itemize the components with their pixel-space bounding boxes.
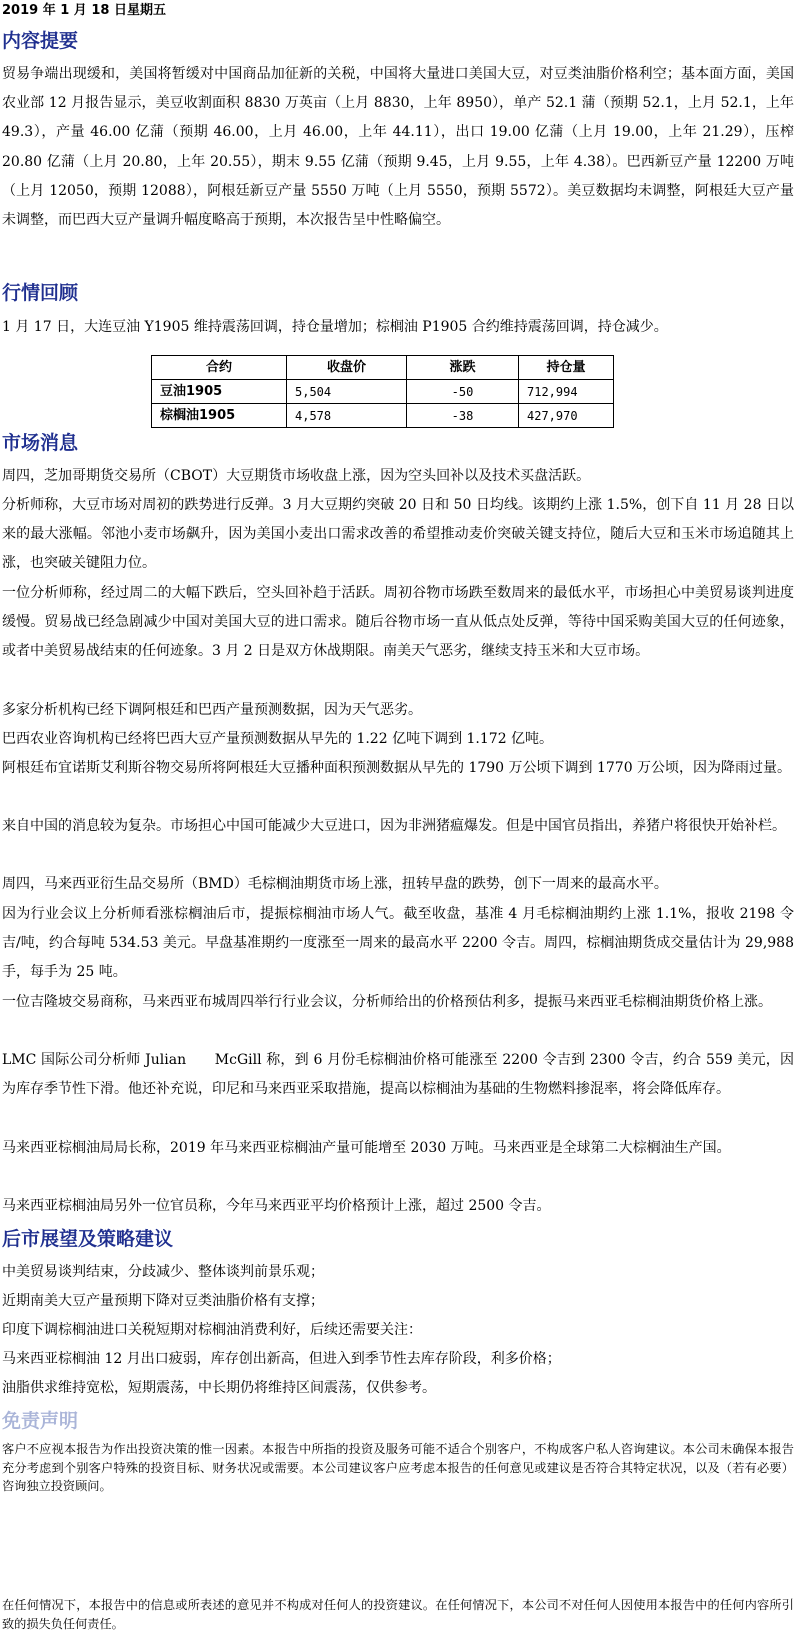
quote-header-close: 收盘价 xyxy=(287,356,407,380)
news-paragraph: LMC 国际公司分析师 Julian McGill 称，到 6 月份毛棕榈油价格可能涨至 2200 令吉到 2300 令吉，约合 559 美元，因为库存季节性下滑。他还补充说，印尼和马来西亚采取措施，提高以棕榈油为基础的生物燃料掺混率，将会降低库存。 xyxy=(2,1052,794,1098)
quote-cell-close: 5,504 xyxy=(287,380,407,404)
table-row xyxy=(152,380,614,404)
table-row xyxy=(152,404,614,428)
quote-cell-open-interest: 712,994 xyxy=(519,380,614,404)
news-paragraph: 多家分析机构已经下调阿根廷和巴西产量预测数据，因为天气恶劣。 xyxy=(2,702,422,718)
quote-table-header-row xyxy=(152,356,614,380)
outlook-item: 印度下调棕榈油进口关税短期对棕榈油消费利好，后续还需要关注： xyxy=(2,1322,422,1338)
news-paragraph: 来自中国的消息较为复杂。市场担心中国可能减少大豆进口，因为非洲猪瘟爆发。但是中国官员指出，养猪户将很快开始补栏。 xyxy=(2,818,786,834)
outlook-item: 马来西亚棕榈油 12 月出口疲弱，库存创出新高，但进入到季节性去库存阶段，利多价格； xyxy=(2,1351,561,1367)
outlook-item: 近期南美大豆产量预期下降对豆类油脂价格有支撑； xyxy=(2,1293,324,1309)
news-paragraph: 马来西亚棕榈油局另外一位官员称，今年马来西亚平均价格预计上涨，超过 2500 令吉。 xyxy=(2,1198,551,1214)
quote-cell-change: -50 xyxy=(407,380,519,404)
quote-table xyxy=(151,355,614,428)
disclaimer-heading: 免责声明 xyxy=(2,1410,79,1432)
disclaimer-paragraph: 在任何情况下，本报告中的信息或所表述的意见并不构成对任何人的投资建议。在任何情况下，本公司不对任何人因使用本报告中的任何内容所引致的损失负任何责任。 xyxy=(2,1598,794,1631)
outlook-item: 中美贸易谈判结束，分歧减少、整体谈判前景乐观； xyxy=(2,1264,324,1280)
outlook-heading: 后市展望及策略建议 xyxy=(2,1228,174,1250)
news-paragraph: 周四，芝加哥期货交易所（CBOT）大豆期货市场收盘上涨，因为空头回补以及技术买盘活跃。 xyxy=(2,468,591,484)
review-paragraph: 1 月 17 日，大连豆油 Y1905 维持震荡回调，持仓量增加；棕榈油 P1905 合约维持震荡回调，持仓减少。 xyxy=(2,319,668,335)
quote-cell-contract: 棕榈油1905 xyxy=(152,404,287,428)
news-paragraph: 分析师称，大豆市场对周初的跌势进行反弹。3 月大豆期约突破 20 日和 50 日均线。该期约上涨 1.5%，创下自 11 月 28 日以来的最大涨幅。邻池小麦市场飙升，因为美国小麦出口需求改善的希望推动麦价突破关键支持位，随后大豆和玉米市场追随其上涨，也突破关键阻力位。 xyxy=(2,497,794,572)
quote-cell-close: 4,578 xyxy=(287,404,407,428)
news-paragraph: 一位吉隆坡交易商称，马来西亚布城周四举行行业会议，分析师给出的价格预估利多，提振马来西亚毛棕榈油期货价格上涨。 xyxy=(2,994,772,1010)
disclaimer-paragraph: 客户不应视本报告为作出投资决策的惟一因素。本报告中所指的投资及服务可能不适合个别客户，不构成客户私人咨询建议。本公司未确保本报告充分考虑到个别客户特殊的投资目标、财务状况或需要。本公司建议客户应考虑本报告的任何意见或建议是否符合其特定状况，以及（若有必要）咨询独立投资顾问。 xyxy=(2,1442,794,1494)
news-paragraph: 马来西亚棕榈油局局长称，2019 年马来西亚棕榈油产量可能增至 2030 万吨。马来西亚是全球第二大棕榈油生产国。 xyxy=(2,1140,731,1156)
summary-paragraph: 贸易争端出现缓和，美国将暂缓对中国商品加征新的关税，中国将大量进口美国大豆，对豆类油脂价格利空；基本面方面，美国农业部 12 月报告显示，美豆收割面积 8830 万英亩（上月 8830，上年 8950），单产 52.1 蒲（预期 52.1，上月 52.1，上年 49.3），产量 46.00 亿蒲（预期 46.00，上月 46.00，上年 44.11），出口 19.00 亿蒲（上月 19.00，上年 21.29），压榨 20.80 亿蒲（上月 20.80，上年 20.55），期末 9.55 亿蒲（预期 9.45，上月 9.55，上年 4.38）。巴西新豆产量 12200 万吨（上月 12050，预期 12088），阿根廷新豆产量 5550 万吨（上月 5550，预期 5572）。美豆数据均未调整，阿根廷大豆产量未调整，而巴西大豆产量调升幅度略高于预期，本次报告呈中性略偏空。 xyxy=(2,66,794,229)
quote-header-contract: 合约 xyxy=(152,356,287,380)
quote-cell-contract: 豆油1905 xyxy=(152,380,287,404)
news-paragraph: 一位分析师称，经过周二的大幅下跌后，空头回补趋于活跃。周初谷物市场跌至数周来的最低水平，市场担心中美贸易谈判进度缓慢。贸易战已经急剧减少中国对美国大豆的进口需求。随后谷物市场一直从低点处反弹，等待中国采购美国大豆的任何迹象，或者中美贸易战结束的任何迹象。3 月 2 日是双方休战期限。南美天气恶劣，继续支持玉米和大豆市场。 xyxy=(2,585,794,660)
outlook-item: 油脂供求维持宽松，短期震荡，中长期仍将维持区间震荡，仅供参考。 xyxy=(2,1380,436,1396)
review-heading: 行情回顾 xyxy=(2,282,79,304)
summary-heading: 内容提要 xyxy=(2,30,79,52)
quote-cell-change: -38 xyxy=(407,404,519,428)
quote-cell-open-interest: 427,970 xyxy=(519,404,614,428)
report-date: 2019 年 1 月 18 日星期五 xyxy=(2,3,166,18)
quote-header-open-interest: 持仓量 xyxy=(519,356,614,380)
news-heading: 市场消息 xyxy=(2,432,79,454)
news-paragraph: 阿根廷布宜诺斯艾利斯谷物交易所将阿根廷大豆播种面积预测数据从早先的 1790 万公顷下调到 1770 万公顷，因为降雨过量。 xyxy=(2,760,792,776)
news-paragraph: 巴西农业咨询机构已经将巴西大豆产量预测数据从早先的 1.22 亿吨下调到 1.172 亿吨。 xyxy=(2,731,554,747)
news-paragraph: 因为行业会议上分析师看涨棕榈油后市，提振棕榈油市场人气。截至收盘，基准 4 月毛棕榈油期约上涨 1.1%，报收 2198 令吉/吨，约合每吨 534.53 美元。早盘基准期约一度涨至一周来的最高水平 2200 令吉。周四，棕榈油期货成交量估计为 29,988 手，每手为 25 吨。 xyxy=(2,906,794,981)
quote-header-change: 涨跌 xyxy=(407,356,519,380)
news-paragraph: 周四，马来西亚衍生品交易所（BMD）毛棕榈油期货市场上涨，扭转早盘的跌势，创下一周来的最高水平。 xyxy=(2,876,668,892)
